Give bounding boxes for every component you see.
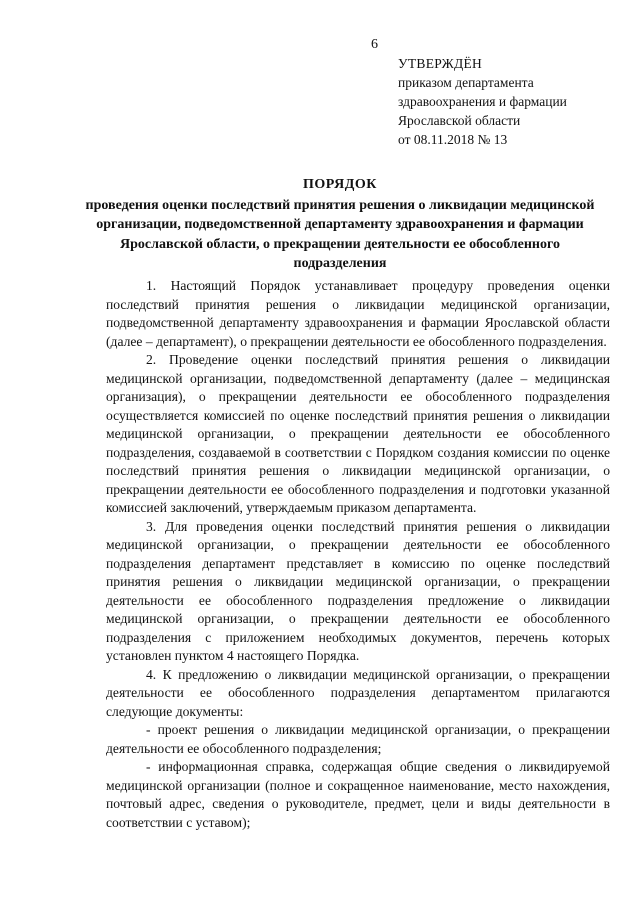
paragraph-4: 4. К предложению о ликвидации медицинской организации, о прекращении деятельности ее обособленного подразделения департаментом прилагаются следующие документы: xyxy=(106,666,610,719)
list-item-draft-decision: - проект решения о ликвидации медицинской организации, о прекращении деятельности ее обособленного подразделения; xyxy=(106,722,610,756)
paragraph-1: 1. Настоящий Порядок устанавливает процедуру проведения оценки последствий принятия решения о ликвидации медицинской организации, подведомственной департаменту здравоохранения и фармации Ярославской области (далее – департамент), о прекращении деятельности ее обособленного подразделения. xyxy=(106,278,610,349)
paragraph-3: 3. Для проведения оценки последствий принятия решения о ликвидации медицинской организации, о прекращении деятельности ее обособленного подразделения департамент представляет в комиссию по оценке последствий принятия решения о ликвидации медицинской организации, о прекращении деятельности ее обособленного подразделения предложение о ликвидации медицинской организации, о прекращении деятельности ее обособленного подразделения с приложением необходимых документов, перечень которых установлен пунктом 4 настоящего Порядка. xyxy=(106,518,610,663)
document-subtitle: проведения оценки последствий принятия решения о ликвидации медицинской организации, подведомственной департаменту здравоохранения и фармации Ярославской области, о прекращении деятельности ее обособленного подразделения xyxy=(85,198,595,271)
approval-line: приказом департамента xyxy=(398,75,534,90)
page-number: 6 xyxy=(371,37,378,52)
approval-line: Ярославской области xyxy=(398,113,521,128)
document-title: ПОРЯДОК xyxy=(303,177,377,192)
approval-line: здравоохранения и фармации xyxy=(398,94,567,109)
paragraph-2: 2. Проведение оценки последствий принятия решения о ликвидации медицинской организации, подведомственной департаменту (далее – медицинская организация), о прекращении деятельности ее обособленного подразделения осуществляется комиссией по оценке последствий принятия решения о ликвидации медицинской организации, о прекращении деятельности ее обособленного подразделения, создаваемой в соответствии с Порядком создания комиссии по оценке последствий принятия решения о ликвидации медицинской организации, о прекращении деятельности ее обособленного подразделения и подготовки указанной комиссией заключений, утверждаемым приказом департамента. xyxy=(106,352,610,515)
approval-line: от 08.11.2018 № 13 xyxy=(398,132,508,147)
document-title-block xyxy=(80,175,600,273)
document-body xyxy=(106,277,610,832)
list-item-info-note: - информационная справка, содержащая общие сведения о ликвидируемой медицинской организации (полное и сокращенное наименование, место нахождения, почтовый адрес, сведения о руководителе, предмет, цели и виды деятельности в соответствии с уставом); xyxy=(106,759,610,830)
approval-heading: УТВЕРЖДЁН xyxy=(398,56,483,71)
approval-stamp xyxy=(398,54,567,149)
